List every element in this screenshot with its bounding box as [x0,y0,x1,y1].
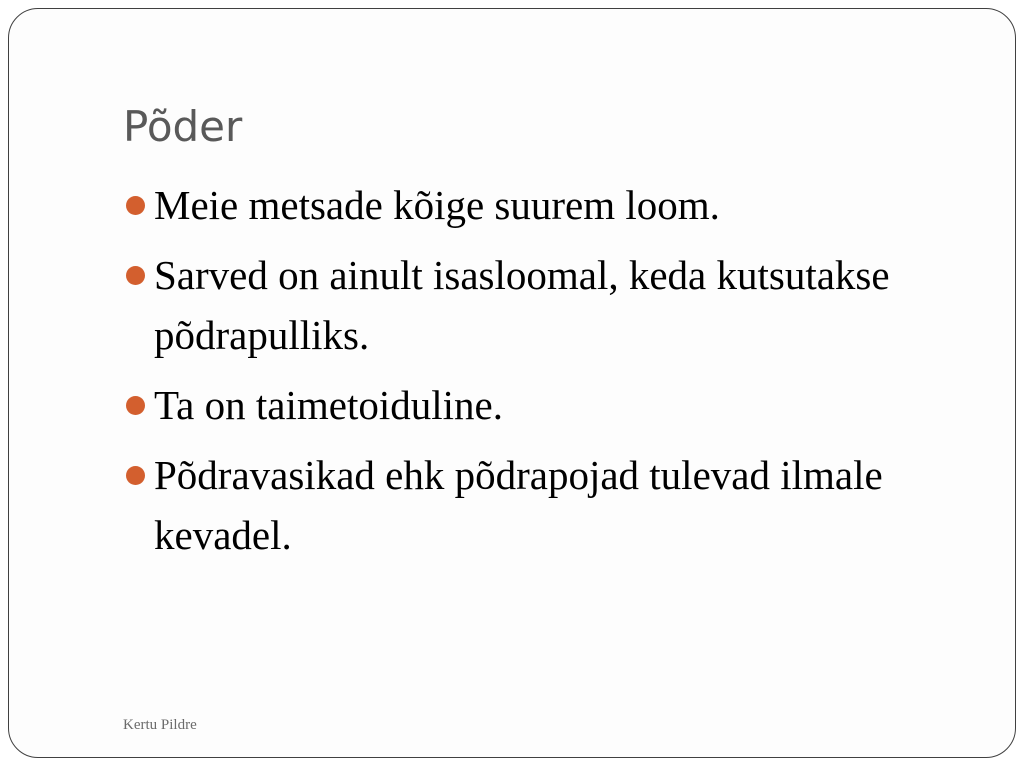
bullet-dot-icon [126,196,145,215]
bullet-item [123,175,943,235]
bullet-item [123,445,943,565]
bullet-item [123,375,943,435]
bullet-item [123,245,943,365]
slide-footer-author: Kertu Pildre [123,717,197,733]
bullet-text: Sarved on ainult isasloomal, keda kutsutakse põdrapulliks. [154,252,890,358]
bullet-list [123,175,943,575]
bullet-dot-icon [126,396,145,415]
slide [8,8,1016,758]
bullet-dot-icon [126,266,145,285]
bullet-dot-icon [126,466,145,485]
bullet-text: Põdravasikad ehk põdrapojad tulevad ilmale kevadel. [154,452,883,558]
slide-title: Põder [123,102,243,151]
bullet-text: Ta on taimetoiduline. [154,382,503,428]
bullet-text: Meie metsade kõige suurem loom. [154,182,720,228]
